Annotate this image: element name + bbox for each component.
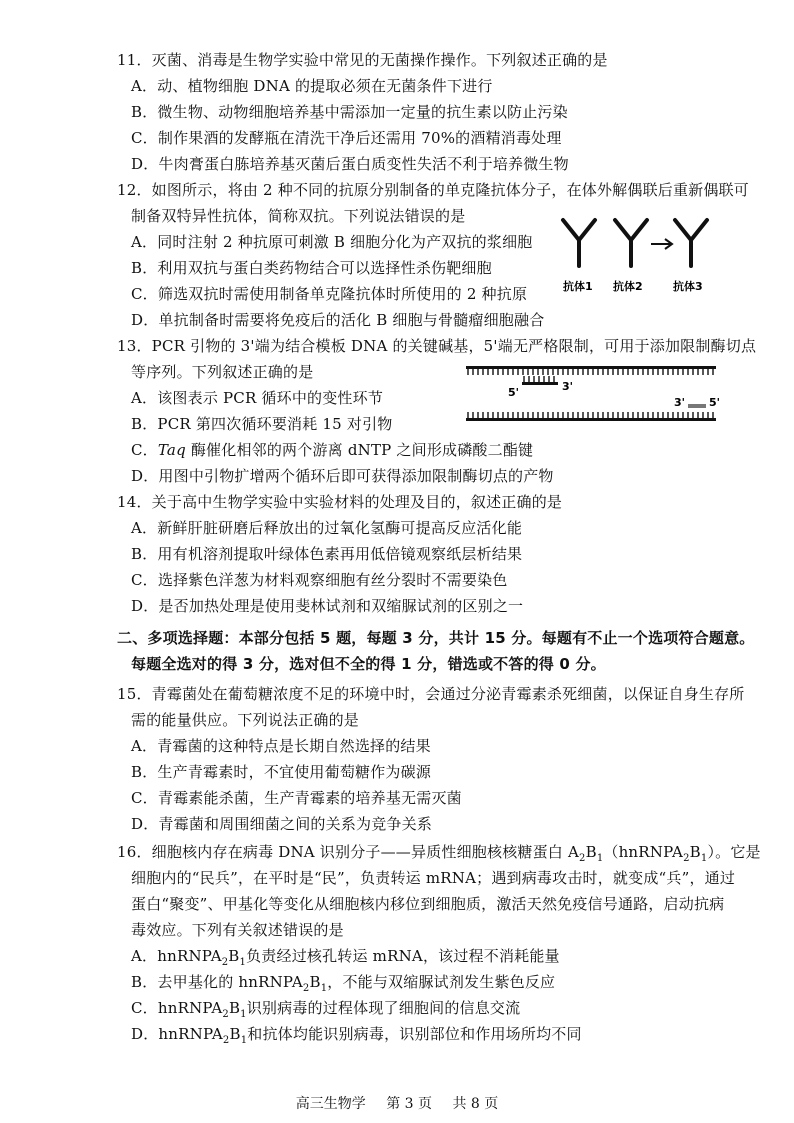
q13-option-c-text: 酶催化相邻的两个游离 dNTP 之间形成磷酸二酯键 <box>185 441 534 459</box>
sub-2: 2 <box>222 1009 229 1020</box>
sub-2: 2 <box>221 957 229 968</box>
q11-option-a: A．动、植物细胞 DNA 的提取必须在无菌条件下进行 <box>131 77 493 95</box>
sub-1: 1 <box>700 853 708 864</box>
sub-2: 2 <box>302 983 310 994</box>
q15-option-b: B．生产青霉素时，不宜使用葡萄糖作为碳源 <box>131 763 432 781</box>
pcr-figure <box>466 366 731 426</box>
q12-stem-1: 12．如图所示，将由 2 种不同的抗原分别制备的单克隆抗体分子，在体外解偶联后重新偶联可 <box>117 181 749 199</box>
fig-label-3prime-bottom: 3' <box>674 396 686 409</box>
footer-total: 共 8 页 <box>452 1096 499 1112</box>
q13-stem-2: 等序列。下列叙述正确的是 <box>131 363 314 381</box>
q11-option-b: B．微生物、动物细胞培养基中需添加一定量的抗生素以防止污染 <box>131 103 568 121</box>
q16-c-post: 识别病毒的过程体现了细胞间的信息交流 <box>246 999 521 1017</box>
q12-option-b: B．利用双抗与蛋白类药物结合可以选择性杀伤靶细胞 <box>131 259 492 277</box>
q13-option-c-prefix: C． <box>131 441 158 459</box>
antibody-1-shape <box>563 220 595 266</box>
q14-option-c: C．选择紫色洋葱为材料观察细胞有丝分裂时不需要染色 <box>131 571 508 589</box>
q14-option-a: A．新鲜肝脏研磨后释放出的过氧化氢酶可提高反应活化能 <box>131 519 523 537</box>
fig-label-antibody2: 抗体2 <box>613 280 643 293</box>
footer-page: 第 3 页 <box>386 1096 432 1112</box>
q16-a-pre: A．hnRNPA <box>131 947 222 965</box>
q14-option-d: D．是否加热处理是使用斐林试剂和双缩脲试剂的区别之一 <box>131 597 524 615</box>
q16-b-b: B <box>309 973 321 991</box>
q16-option-a <box>131 946 560 966</box>
q16-a-post: 负责经过核孔转运 mRNA，该过程不消耗能量 <box>246 947 560 965</box>
q16-stem-3: 蛋白“聚变”、甲基化等变化从细胞核内移位到细胞质，激活天然免疫信号通路，启动抗病 <box>131 895 725 913</box>
q13-option-d: D．用图中引物扩增两个循环后即可获得添加限制酶切点的产物 <box>131 467 554 485</box>
q16-a-b: B <box>228 947 240 965</box>
q16-option-b <box>131 972 555 992</box>
fig-label-antibody1: 抗体1 <box>563 280 593 293</box>
q16-b-pre: B．去甲基化的 hnRNPA <box>131 973 303 991</box>
q15-stem-1: 15．青霉菌处在葡萄糖浓度不足的环境中时，会通过分泌青霉素杀死细菌，以保证自身生存所 <box>117 685 745 703</box>
fig-label-5prime-bottom: 5' <box>709 396 721 409</box>
sub-1: 1 <box>320 983 328 994</box>
q16-c-pre: C．hnRNPA <box>131 999 223 1017</box>
sub-1: 1 <box>240 1009 247 1020</box>
sub-2: 2 <box>579 853 586 864</box>
sub-1: 1 <box>596 853 604 864</box>
q16-stem-2: 细胞内的“民兵”，在平时是“民”，负责转运 mRNA；遇到病毒攻击时，就变成“兵”，通过 <box>131 869 736 887</box>
sub-1: 1 <box>239 957 247 968</box>
q16-option-d <box>131 1024 582 1044</box>
q16-d-b: B <box>229 1025 241 1043</box>
q15-option-d: D．青霉菌和周围细菌之间的关系为竞争关系 <box>131 815 433 833</box>
q13-option-b: B．PCR 第四次循环要消耗 15 对引物 <box>131 415 393 433</box>
q16-c-b: B <box>228 999 241 1017</box>
q14-stem: 14．关于高中生物学实验中实验材料的处理及目的，叙述正确的是 <box>117 493 563 511</box>
q14-option-b: B．用有机溶剂提取叶绿体色素再用低倍镜观察纸层析结果 <box>131 545 523 563</box>
q11-option-c: C．制作果酒的发酵瓶在清洗干净后还需用 70%的酒精消毒处理 <box>131 129 562 147</box>
sub-1: 1 <box>240 1035 248 1046</box>
page-footer <box>0 1093 794 1113</box>
primer-top <box>522 382 558 385</box>
dna-top-strand <box>466 366 716 375</box>
q16-stem-1-a: 16．细胞核内存在病毒 DNA 识别分子——异质性细胞核核糖蛋白 A <box>117 843 580 861</box>
q16-stem-1-c: （hnRNPA <box>603 843 684 861</box>
q16-d-post: 和抗体均能识别病毒，识别部位和作用场所均不同 <box>247 1025 582 1043</box>
q15-option-a: A．青霉菌的这种特点是长期自然选择的结果 <box>131 737 431 755</box>
fig-label-antibody3: 抗体3 <box>673 280 703 293</box>
q16-option-c <box>131 998 520 1018</box>
footer-subject: 高三生物学 <box>295 1096 366 1112</box>
q16-stem-4: 毒效应。下列有关叙述错误的是 <box>131 921 344 939</box>
q15-option-c: C．青霉素能杀菌，生产青霉素的培养基无需灭菌 <box>131 789 462 807</box>
antibody-figure <box>555 214 735 296</box>
q11-stem: 11．灭菌、消毒是生物学实验中常见的无菌操作操作。下列叙述正确的是 <box>117 51 608 69</box>
q13-option-c <box>131 440 533 460</box>
dna-bottom-strand <box>466 412 716 421</box>
q16-d-pre: D．hnRNPA <box>131 1025 223 1043</box>
q11-option-d: D．牛肉膏蛋白胨培养基灭菌后蛋白质变性失活不利于培养微生物 <box>131 155 569 173</box>
section2-heading: 二、多项选择题：本部分包括 5 题，每题 3 分，共计 15 分。每题有不止一个选项符合题意。 <box>117 629 755 647</box>
q16-stem-1-d: B <box>689 843 701 861</box>
q16-stem-1-e: ）。它是 <box>707 843 761 861</box>
fig-label-3prime-top: 3' <box>562 380 574 393</box>
antibody-3-shape <box>675 220 707 266</box>
arrow-icon <box>651 239 672 249</box>
q13-stem-1: 13．PCR 引物的 3'端为结合模板 DNA 的关键碱基，5'端无严格限制，可用于添加限制酶切点 <box>117 337 757 355</box>
q13-option-c-taq: Taq <box>157 441 186 459</box>
q16-b-post: ，不能与双缩脲试剂发生紫色反应 <box>327 973 556 991</box>
q15-stem-2: 需的能量供应。下列说法正确的是 <box>131 711 360 729</box>
q12-stem-2: 制备双特异性抗体，简称双抗。下列说法错误的是 <box>131 207 466 225</box>
q13-option-a: A．该图表示 PCR 循环中的变性环节 <box>131 389 384 407</box>
sub-2: 2 <box>683 853 690 864</box>
q16-stem-1 <box>117 842 761 862</box>
sub-2: 2 <box>222 1035 230 1046</box>
fig-label-5prime-top: 5' <box>508 386 520 399</box>
q16-stem-1-b: B <box>585 843 597 861</box>
antibody-2-shape <box>615 220 647 266</box>
primer-bottom <box>688 404 706 408</box>
q12-option-c: C．筛选双抗时需使用制备单克隆抗体时所使用的 2 种抗原 <box>131 285 528 303</box>
q12-option-d: D．单抗制备时需要将免疫后的活化 B 细胞与骨髓瘤细胞融合 <box>131 311 545 329</box>
section2-scoring: 每题全选对的得 3 分，选对但不全的得 1 分，错选或不答的得 0 分。 <box>131 655 606 673</box>
q12-option-a: A．同时注射 2 种抗原可刺激 B 细胞分化为产双抗的浆细胞 <box>131 233 533 251</box>
